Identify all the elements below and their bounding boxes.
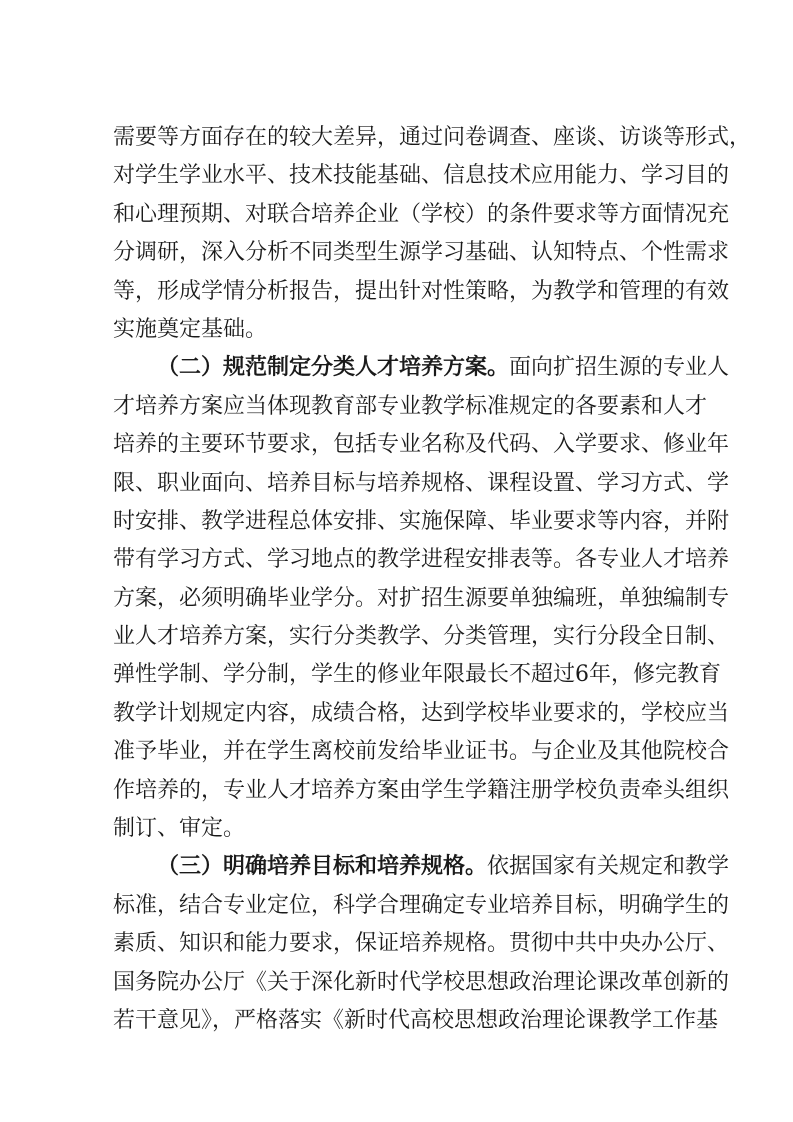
paragraph-line: 实施奠定基础。 xyxy=(113,316,268,342)
section-2-first-line-text: 面向扩招生源的专业人 xyxy=(509,355,730,381)
paragraph-line: 制订、审定。 xyxy=(113,816,246,842)
section-3-heading: （三）明确培养目标和培养规格。 xyxy=(157,854,488,880)
paragraph-line: 分调研，深入分析不同类型生源学习基础、认知特点、个性需求 xyxy=(113,240,730,266)
paragraph-line: 需要等方面存在的较大差异，通过问卷调查、座谈、访谈等形式， xyxy=(113,125,752,150)
paragraph-line: 标准，结合专业定位，科学合理确定专业培养目标，明确学生的 xyxy=(113,892,730,918)
paragraph-line: 弹性学制、学分制，学生的修业年限最长不超过6年，修完教育 xyxy=(113,662,721,688)
paragraph-line: 限、职业面向、培养目标与培养规格、课程设置、学习方式、学 xyxy=(113,470,730,496)
paragraph-line: 素质、知识和能力要求，保证培养规格。贯彻中共中央办公厅、 xyxy=(113,931,730,957)
paragraph-line: 和心理预期、对联合培养企业（学校）的条件要求等方面情况充 xyxy=(113,201,730,227)
body-text xyxy=(113,119,752,1040)
paragraph-line: 国务院办公厅《关于深化新时代学校思想政治理论课改革创新的 xyxy=(113,969,730,995)
paragraph-line: 若干意见》，严格落实《新时代高校思想政治理论课教学工作基 xyxy=(113,1007,719,1033)
section-3-first-line xyxy=(113,848,730,886)
paragraph-line: 作培养的，专业人才培养方案由学生学籍注册学校负责牵头组织 xyxy=(113,777,730,803)
section-2-heading: （二）规范制定分类人才培养方案。 xyxy=(157,355,510,381)
paragraph-line: 对学生学业水平、技术技能基础、信息技术应用能力、学习目的 xyxy=(113,163,730,189)
paragraph-line: 教学计划规定内容，成绩合格，达到学校毕业要求的，学校应当 xyxy=(113,700,730,726)
paragraph-line: 时安排、教学进程总体安排、实施保障、毕业要求等内容，并附 xyxy=(113,508,730,534)
paragraph-line: 才培养方案应当体现教育部专业教学标准规定的各要素和人才 xyxy=(113,393,708,419)
paragraph-line: 带有学习方式、学习地点的教学进程安排表等。各专业人才培养 xyxy=(113,547,730,573)
paragraph-line: 等，形成学情分析报告，提出针对性策略，为教学和管理的有效 xyxy=(113,278,730,304)
section-2-first-line xyxy=(113,349,730,387)
section-3-first-line-text: 依据国家有关规定和教学 xyxy=(487,854,730,880)
paragraph-line: 方案，必须明确毕业学分。对扩招生源要单独编班，单独编制专 xyxy=(113,585,730,611)
paragraph-line: 准予毕业，并在学生离校前发给毕业证书。与企业及其他院校合 xyxy=(113,739,730,765)
paragraph-line: 培养的主要环节要求，包括专业名称及代码、入学要求、修业年 xyxy=(113,432,730,458)
paragraph-line: 业人才培养方案，实行分类教学、分类管理，实行分段全日制、 xyxy=(113,624,730,650)
